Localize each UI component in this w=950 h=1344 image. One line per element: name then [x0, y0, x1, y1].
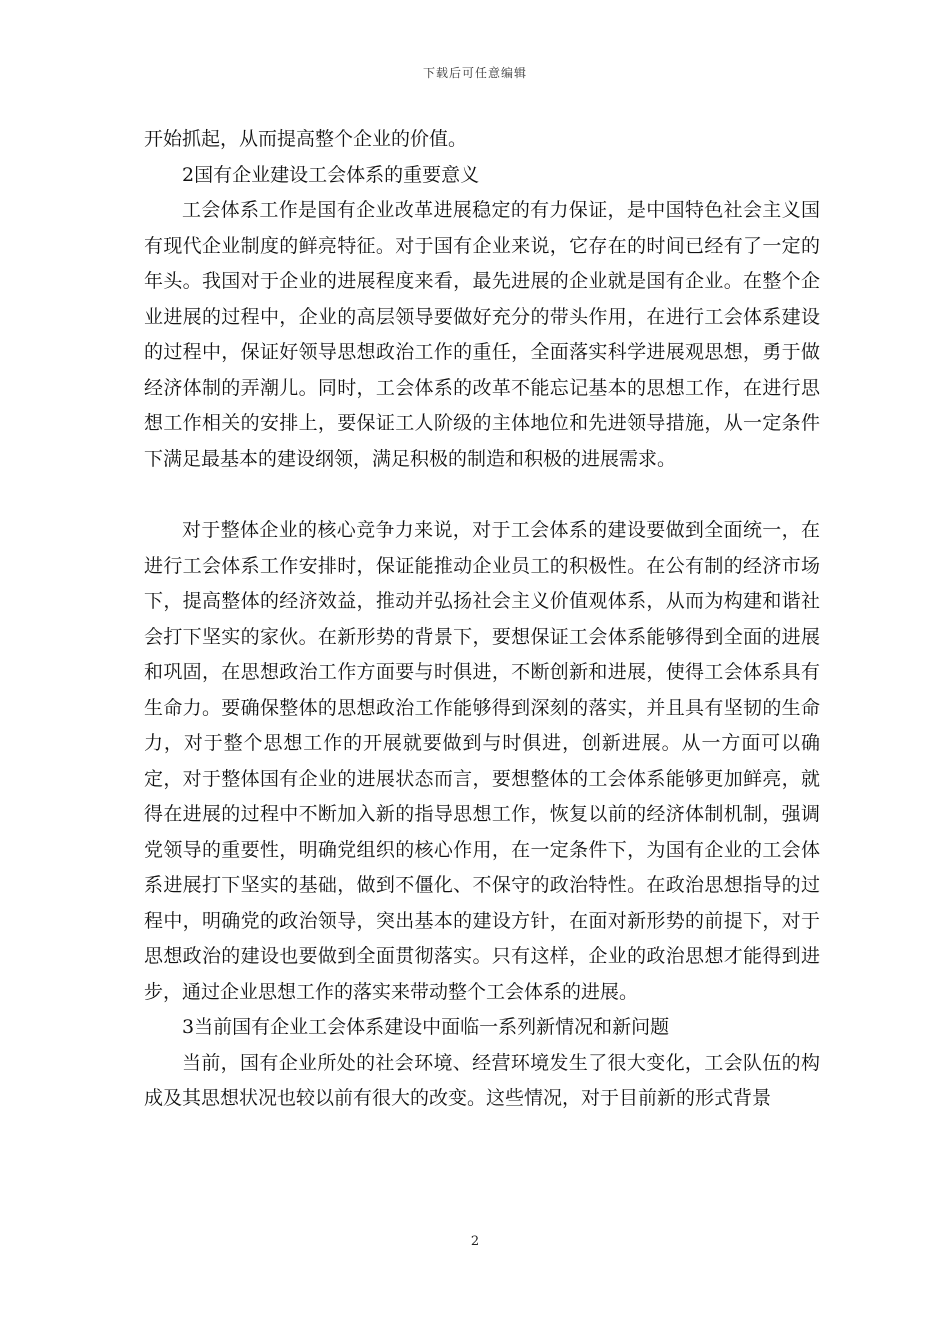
- section-heading-2: 2国有企业建设工会体系的重要意义: [182, 163, 480, 186]
- paragraph-body: 工会体系工作是国有企业改革进展稳定的有力保证，是中国特色社会主义国有现代企业制度的鲜亮特征。对于国有企业来说，它存在的时间已经有了一定的年头。我国对于企业的进展程度来看，最先进展的企业就是国有企业。在整个企业进展的过程中，企业的高层领导要做好充分的带头作用，在进行工会体系建设的过程中，保证好领导思想政治工作的重任，全面落实科学进展观思想，勇于做经济体制的弄潮儿。同时，工会体系的改革不能忘记基本的思想工作，在进行思想工作相关的安排上，要保证工人阶级的主体地位和先进领导措施，从一定条件下满足最基本的建设纲领，满足积极的制造和积极的进展需求。: [144, 199, 820, 470]
- paragraph-body: 当前，国有企业所处的社会环境、经营环境发生了很大变化，工会队伍的构成及其思想状况也较以前有很大的改变。这些情况，对于目前新的形式背景: [144, 1051, 820, 1109]
- page-number: 2: [470, 1234, 480, 1249]
- section-heading-3: 3当前国有企业工会体系建设中面临一系列新情况和新问题: [182, 1016, 670, 1038]
- document-body: [144, 122, 820, 1117]
- page-header: 下载后可任意编辑: [422, 66, 527, 80]
- paragraph-body: 对于整体企业的核心竞争力来说，对于工会体系的建设要做到全面统一，在进行工会体系工作安排时，保证能推动企业员工的积极性。在公有制的经济市场下，提高整体的经济效益，推动并弘扬社会主义价值观体系，从而为构建和谐社会打下坚实的家伙。在新形势的背景下，要想保证工会体系能够得到全面的进展和巩固，在思想政治工作方面要与时俱进，不断创新和进展，使得工会体系具有生命力。要确保整体的思想政治工作能够得到深刻的落实，并且具有坚韧的生命力，对于整个思想工作的开展就要做到与时俱进，创新进展。从一方面可以确定，对于整体国有企业的进展状态而言，要想整体的工会体系能够更加鲜亮，就得在进展的过程中不断加入新的指导思想工作，恢复以前的经济体制机制，强调党领导的重要性，明确党组织的核心作用，在一定条件下，为国有企业的工会体系进展打下坚实的基础，做到不僵化、不保守的政治特性。在政治思想指导的过程中，明确党的政治领导，突出基本的建设方针，在面对新形势的前提下，对于思想政治的建设也要做到全面贯彻落实。只有这样，企业的政治思想才能得到进步，通过企业思想工作的落实来带动整个工会体系的进展。: [144, 519, 820, 1003]
- paragraph-continuation: 开始抓起，从而提高整个企业的价值。: [144, 128, 468, 150]
